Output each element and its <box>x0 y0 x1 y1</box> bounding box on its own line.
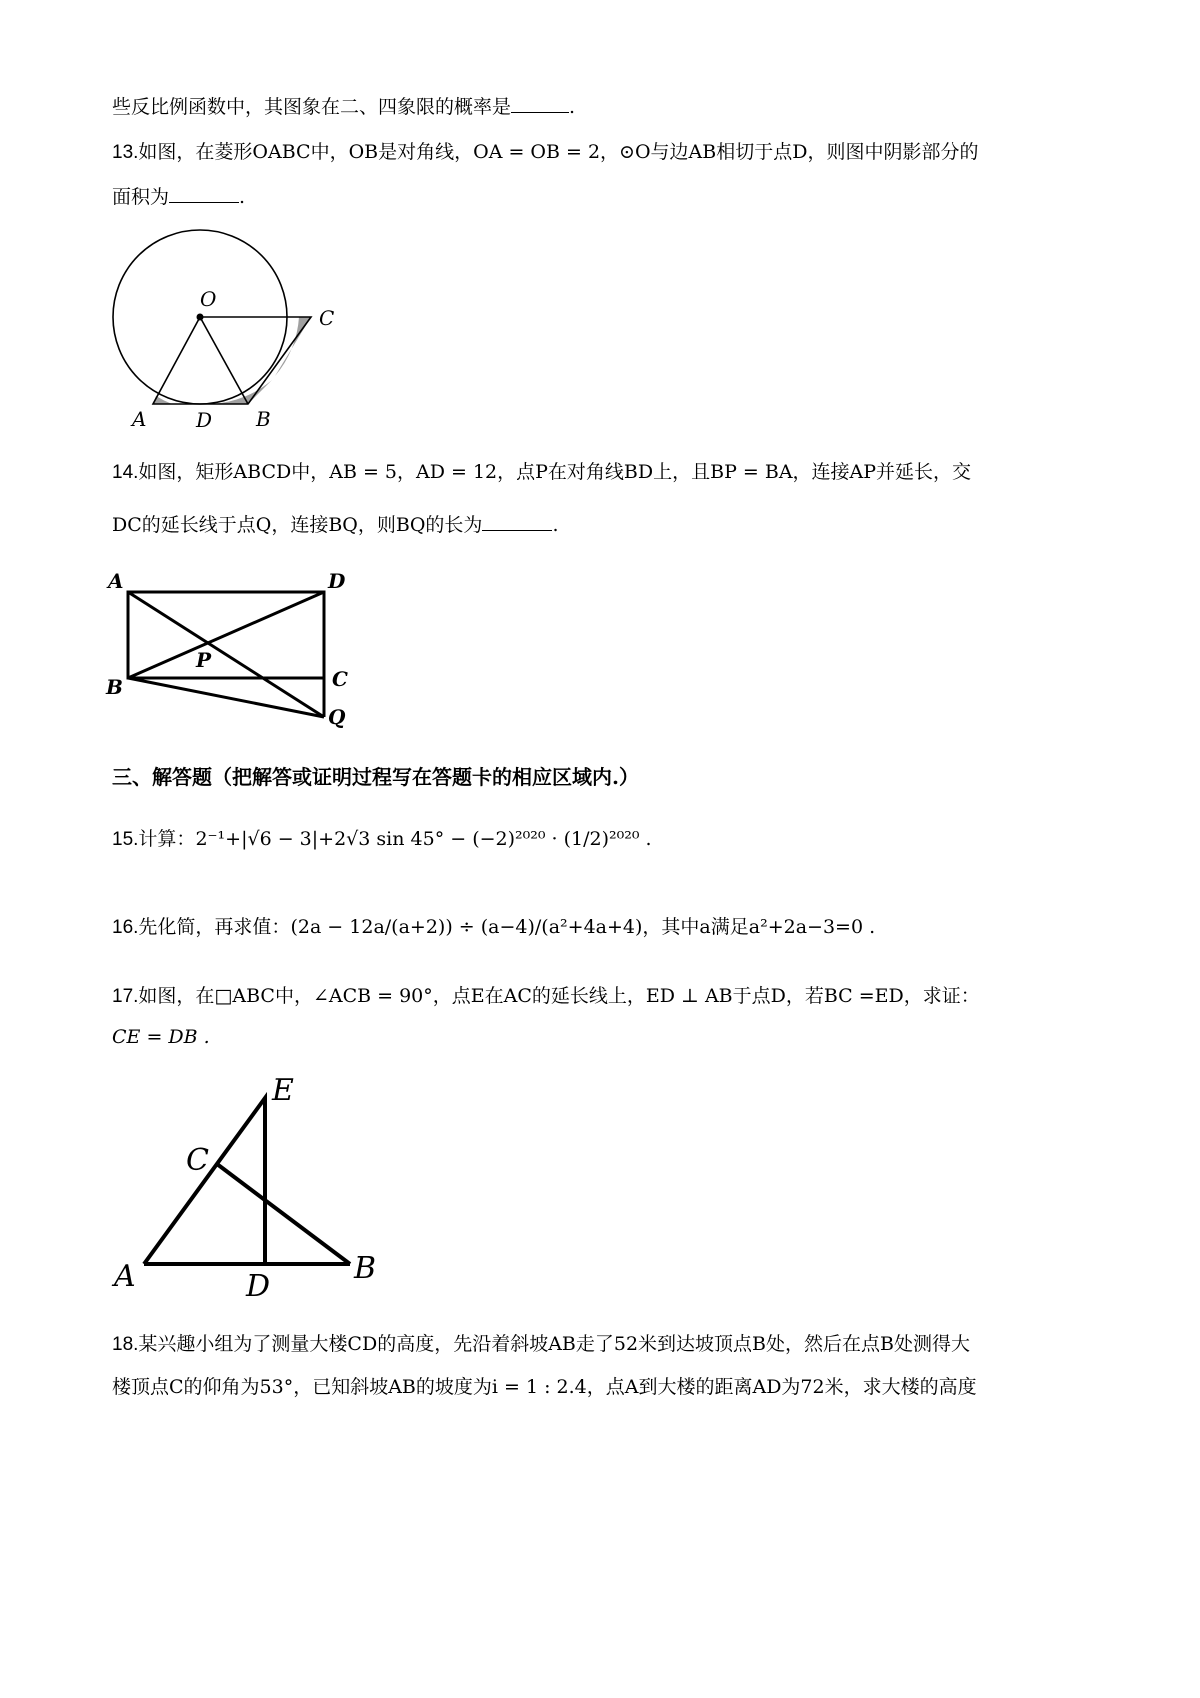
label-q: Q <box>328 705 346 729</box>
label-d: D <box>246 1269 271 1304</box>
question-15: 15.计算：2⁻¹+|√6 − 3|+2√3 sin 45° − (−2)²⁰²⁰ · (1/2)²⁰²⁰ . <box>112 828 652 850</box>
label-b: B <box>256 407 271 431</box>
label-c: C <box>186 1143 209 1178</box>
label-c: C <box>319 306 335 330</box>
segment-cb <box>217 1164 350 1264</box>
label-b: B <box>354 1251 377 1286</box>
label-a: A <box>108 569 124 593</box>
label-b: B <box>106 675 123 699</box>
section-3-heading: 三、解答题（把解答或证明过程写在答题卡的相应区域内.） <box>112 765 639 789</box>
segment-ae-and-ed <box>144 1098 265 1264</box>
diagonal-ob <box>200 317 248 404</box>
label-d: D <box>196 408 213 432</box>
figure-13-rhombus-circle <box>100 210 360 440</box>
diagonal-bd <box>128 592 324 678</box>
center-point-o <box>197 314 204 321</box>
question-17-line-2: CE = DB . <box>112 1026 210 1048</box>
label-a: A <box>114 1259 136 1294</box>
rhombus-oabc <box>153 317 311 404</box>
label-e: E <box>272 1073 294 1108</box>
question-17-line-1: 17.如图，在□ABC中，∠ACB = 90°，点E在AC的延长线上，ED ⊥ AB于点D，若BC =ED，求证： <box>112 985 980 1007</box>
question-18-line-1: 18.某兴趣小组为了测量大楼CD的高度，先沿着斜坡AB走了52米到达坡顶点B处，然后在点B处测得大 <box>112 1333 970 1355</box>
figure-14-rectangle <box>100 562 370 734</box>
label-d: D <box>328 569 346 593</box>
label-c: C <box>332 667 348 691</box>
figure-17-triangle <box>100 1070 390 1310</box>
question-18-line-2: 楼顶点C的仰角为53°，已知斜坡AB的坡度为i = 1 : 2.4，点A到大楼的距离AD为72米，求大楼的高度 <box>112 1376 977 1398</box>
question-14-line-1: 14.如图，矩形ABCD中，AB = 5，AD = 12，点P在对角线BD上，且BP = BA，连接AP并延长，交 <box>112 461 972 483</box>
label-a: A <box>132 407 147 431</box>
question-13-line-2: 面积为 . <box>112 186 246 208</box>
q15-expression: 2⁻¹+|√6 − 3|+2√3 sin 45° − (−2)²⁰²⁰ · (1/2)²⁰²⁰ . <box>195 828 652 850</box>
q16-expression: (2a − 12a/(a+2)) ÷ (a−4)/(a²+4a+4)，其中a满足a²+2a−3=0 . <box>290 916 876 938</box>
answer-blank <box>169 202 239 203</box>
question-14-line-2: DC的延长线于点Q，连接BQ，则BQ的长为 . <box>112 514 559 536</box>
label-p: P <box>196 648 212 672</box>
question-16: 16.先化简，再求值：(2a − 12a/(a+2)) ÷ (a−4)/(a²+4a+4)，其中a满足a²+2a−3=0 . <box>112 916 876 938</box>
question-13-line-1: 13.如图，在菱形OABC中，OB是对角线，OA = OB = 2，⊙O与边AB相切于点D，则图中阴影部分的 <box>112 141 979 163</box>
answer-blank <box>482 530 552 531</box>
shaded-region-right <box>275 317 311 376</box>
question-12-continuation: 些反比例函数中，其图象在二、四象限的概率是 . <box>112 96 576 118</box>
label-o: O <box>200 287 217 311</box>
answer-blank <box>511 112 569 113</box>
